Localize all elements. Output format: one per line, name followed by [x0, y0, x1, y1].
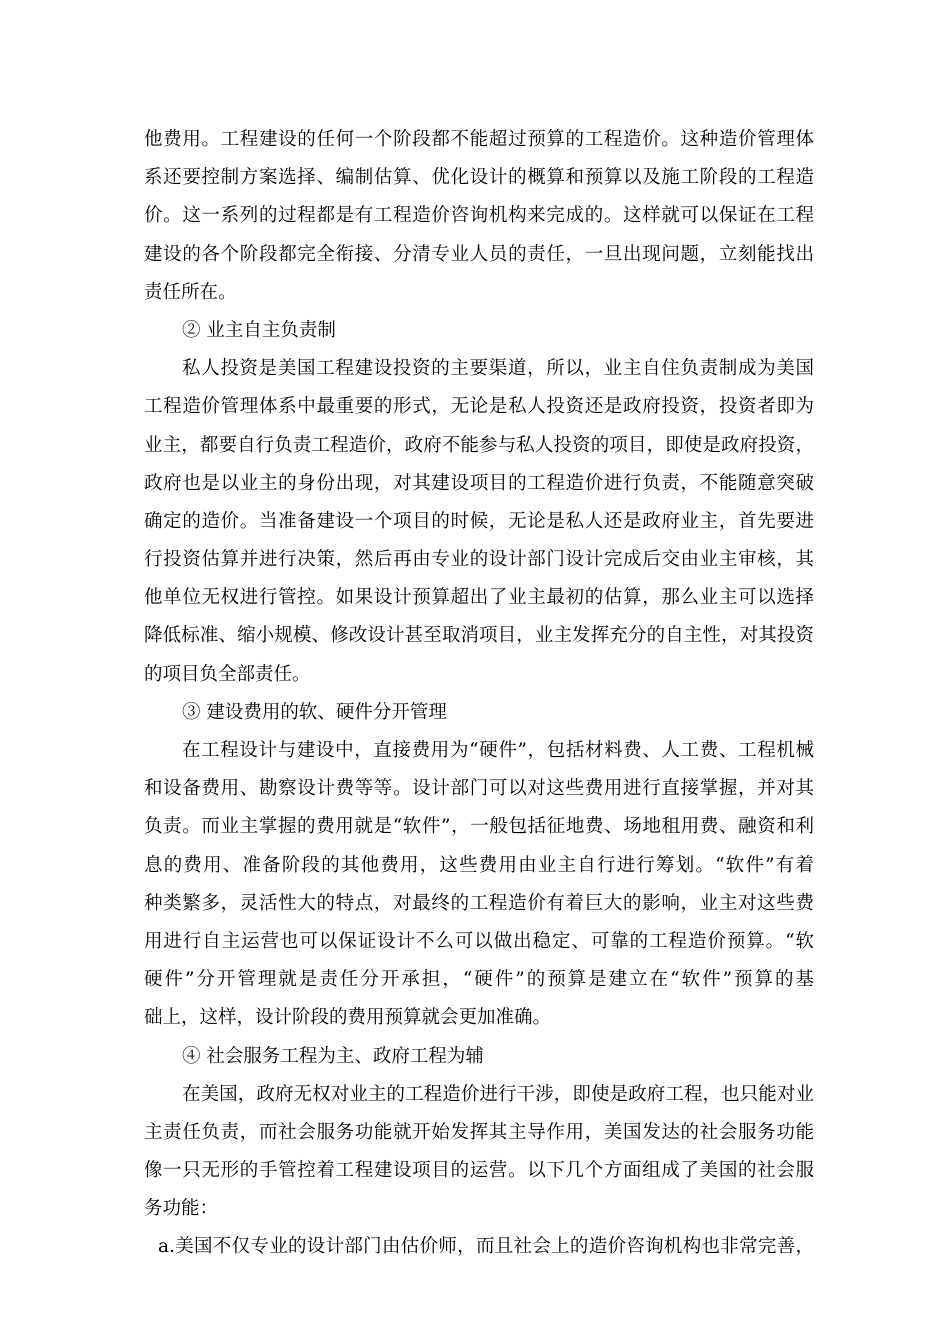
paragraph-line: 硬件”分开管理就是责任分开承担，“硬件”的预算是建立在“软件”预算的基 — [144, 969, 814, 991]
list-item: a.美国不仅专业的设计部门由估价师，而且社会上的造价咨询机构也非常完善， — [158, 1236, 814, 1258]
paragraph-line: 础上，这样，设计阶段的费用预算就会更加准确。 — [144, 1007, 552, 1029]
paragraph-line: 息的费用、准备阶段的其他费用，这些费用由业主自行进行筹划。“软件”有着 — [144, 854, 814, 876]
paragraph-line: 工程造价管理体系中最重要的形式，无论是私人投资还是政府投资，投资者即为 — [144, 396, 814, 418]
paragraph-line: 主责任负责，而社会服务功能就开始发挥其主导作用，美国发达的社会服务功能 — [144, 1121, 814, 1143]
paragraph-line: 价。这一系列的过程都是有工程造价咨询机构来完成的。这样就可以保证在工程 — [144, 205, 814, 227]
paragraph-line: 务功能： — [144, 1198, 219, 1220]
paragraph-line: 种类繁多，灵活性大的特点，对最终的工程造价有着巨大的影响，业主对这些费 — [144, 892, 814, 914]
section-heading: ② 业主自主负责制 — [182, 319, 336, 341]
paragraph-line: 负责。而业主掌握的费用就是“软件”，一般包括征地费、场地租用费、融资和利 — [144, 816, 814, 838]
paragraph-line: 的项目负全部责任。 — [144, 663, 311, 685]
paragraph-line: 责任所在。 — [144, 281, 237, 303]
paragraph-line: 行投资估算并进行决策，然后再由专业的设计部门设计完成后交由业主审核，其 — [144, 549, 814, 571]
paragraph-line: 系还要控制方案选择、编制估算、优化设计的概算和预算以及施工阶段的工程造 — [144, 167, 814, 189]
paragraph-line: 降低标准、缩小规模、修改设计甚至取消项目，业主发挥充分的自主性，对其投资 — [144, 625, 814, 647]
paragraph-line: 和设备费用、勘察设计费等等。设计部门可以对这些费用进行直接掌握，并对其 — [144, 778, 814, 800]
paragraph-line: 他费用。工程建设的任何一个阶段都不能超过预算的工程造价。这种造价管理体 — [144, 129, 814, 150]
paragraph-line: 在工程设计与建设中，直接费用为“硬件”，包括材料费、人工费、工程机械 — [182, 740, 814, 761]
paragraph-line: 业主，都要自行负责工程造价，政府不能参与私人投资的项目，即使是政府投资， — [144, 434, 814, 456]
section-heading: ④ 社会服务工程为主、政府工程为辅 — [182, 1045, 484, 1067]
paragraph-line: 像一只无形的手管控着工程建设项目的运营。以下几个方面组成了美国的社会服 — [144, 1160, 814, 1182]
paragraph-line: 确定的造价。当准备建设一个项目的时候，无论是私人还是政府业主，首先要进 — [144, 510, 814, 532]
section-heading: ③ 建设费用的软、硬件分开管理 — [182, 701, 447, 723]
paragraph-line: 私人投资是美国工程建设投资的主要渠道，所以，业主自住负责制成为美国 — [182, 358, 814, 380]
paragraph-line: 用进行自主运营也可以保证设计不么可以做出稳定、可靠的工程造价预算。“软 — [144, 930, 814, 952]
paragraph-line: 建设的各个阶段都完全衔接、分清专业人员的责任，一旦出现问题，立刻能找出 — [144, 243, 814, 265]
paragraph-line: 政府也是以业主的身份出现，对其建设项目的工程造价进行负责，不能随意突破 — [144, 472, 814, 494]
paragraph-line: 他单位无权进行管控。如果设计预算超出了业主最初的估算，那么业主可以选择 — [144, 587, 814, 609]
body-text — [144, 121, 814, 1267]
paragraph-line: 在美国，政府无权对业主的工程造价进行干涉，即使是政府工程，也只能对业 — [182, 1083, 814, 1105]
